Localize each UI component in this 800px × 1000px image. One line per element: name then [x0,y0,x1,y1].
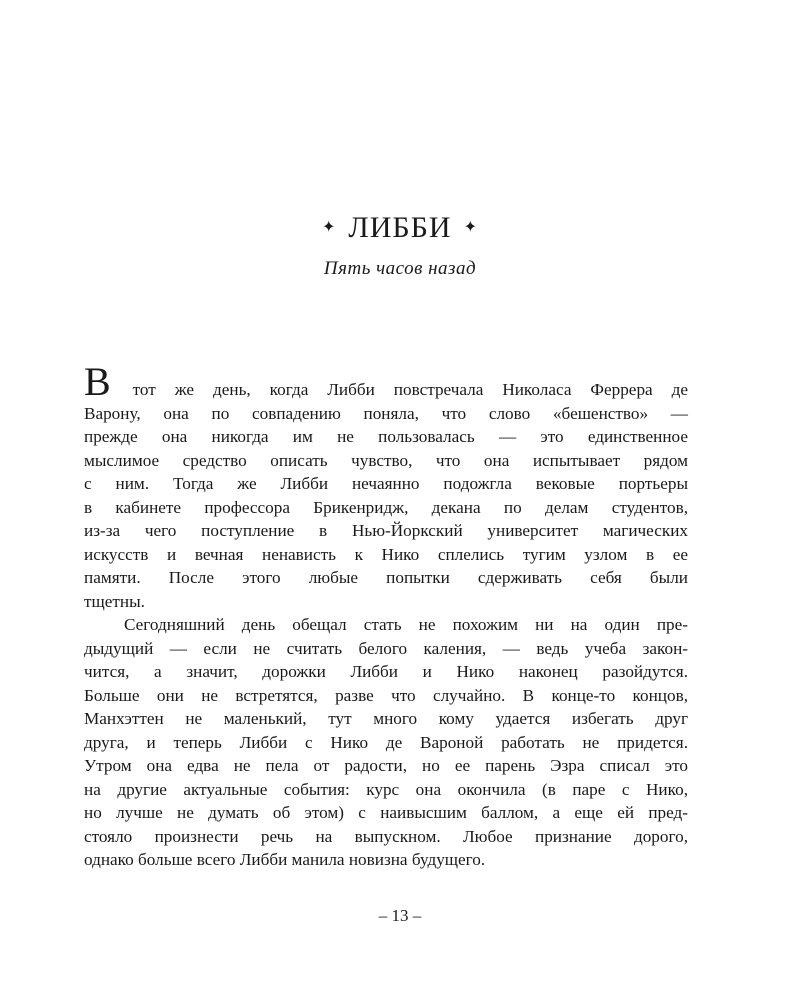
text-line: памяти. После этого любые попытки сдерживать себя были [84,568,688,587]
chapter-heading [0,208,800,250]
paragraph-1 [84,359,688,613]
text-line: с ним. Тогда же Либби нечаянно подожгла вековые портьеры [84,474,688,493]
chapter-subtitle: Пять часов назад [323,258,477,279]
star-ornament-icon: ✦ [463,219,478,237]
text-line: тщетны. [84,591,145,611]
text-line: Манхэттен не маленький, тут много кому удается избегать друг [84,709,688,728]
body-text [84,359,688,872]
text-line: из-за чего поступление в Нью-Йоркский университет магических [84,521,688,540]
text-line: Сегодняшний день обещал стать не похожим ни на один пре- [124,615,688,634]
chapter-title: ЛИББИ [348,211,452,244]
text-line: однако больше всего Либби манила новизна будущего. [84,850,486,869]
text-line: Варону, она по совпадению поняла, что слово «бешенство» — [84,403,688,423]
text-line: прежде она никогда им не пользовалась — это единственное [84,427,688,446]
paragraph-2 [84,613,688,872]
text-line: стояло произнести речь на выпускном. Любое признание дорого, [84,826,688,846]
text-line: чится, а значит, дорожки Либби и Нико наконец разойдутся. [84,662,688,681]
page-number: – 13 – [378,906,422,925]
text-line: но лучше не думать об этом) с наивысшим баллом, а еще ей пред- [84,803,688,822]
text-line: дыдущий — если не считать белого каления, — ведь учеба закон- [84,638,688,658]
text-line: Утром она едва не пела от радости, но ее парень Эзра списал это [84,756,688,775]
text-line: В тот же день, когда Либби повстречала Николаса Феррера де [84,359,688,404]
star-ornament-icon: ✦ [322,219,337,237]
drop-cap: В [84,359,111,404]
text-line: на другие актуальные события: курс она окончила (в паре с Нико, [84,779,688,799]
text-line: искусств и вечная ненависть к Нико сплелись тугим узлом в ее [84,544,688,564]
text-line: в кабинете профессора Брикенридж, декана по делам студентов, [84,497,688,517]
text-line: друга, и теперь Либби с Нико де Вароной работать не придется. [84,732,688,752]
text-line: Больше они не встретятся, разве что случайно. В конце-то концов, [84,685,688,705]
text-line: мыслимое средство описать чувство, что она испытывает рядом [84,450,688,470]
